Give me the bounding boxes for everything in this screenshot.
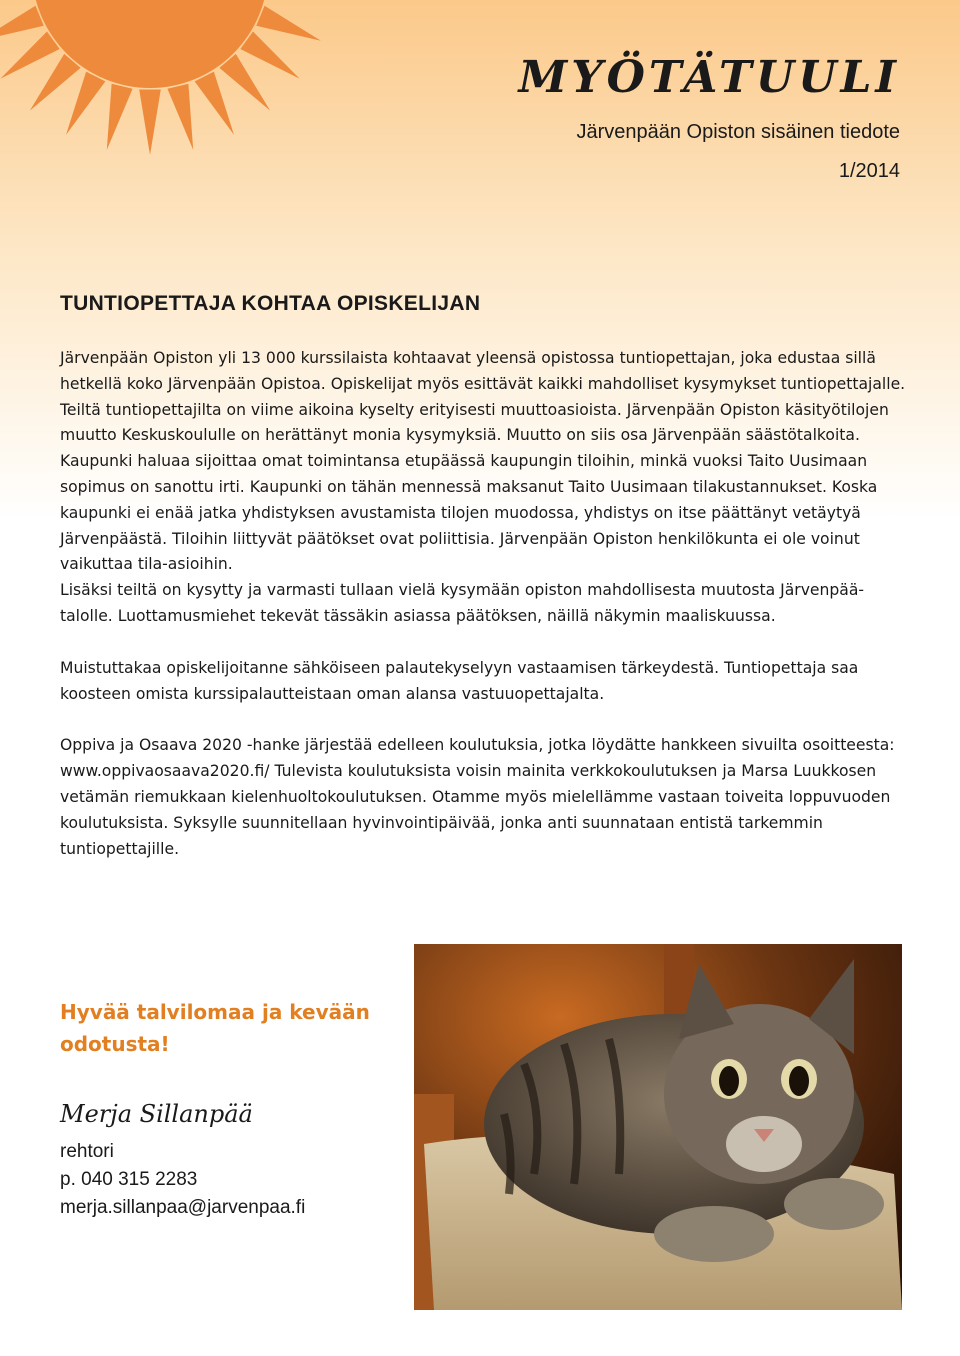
sun-ray xyxy=(0,32,59,79)
article xyxy=(60,292,910,862)
sun-ray xyxy=(66,72,105,135)
contact-block xyxy=(60,1138,305,1222)
sun-ray xyxy=(107,84,133,150)
article-paragraph-2: Lisäksi teiltä on kysytty ja varmasti tullaan vielä kysymään opiston mahdollisesta muutosta Järvenpää-talolle. Luottamusmiehet tekevät tässäkin asiassa päätöksen, näillä näkymin maaliskuussa. xyxy=(60,581,865,625)
article-paragraph-1: Järvenpään Opiston yli 13 000 kurssilaista kohtaavat yleensä opistossa tuntiopettajan, joka edustaa sillä hetkellä koko Järvenpään Opistoa. Opiskelijat myös esittävät kaikki mahdolliset kysymykset tuntiopettajalle. Teiltä tuntiopettajilta on viime aikoina kyselty erityisesti muuttoasioista. Järvenpään Opiston käsityötilojen muutto Keskuskoululle on herättänyt monia kysymyksiä. Muutto on siis osa Järvenpään säästötalkoita. Kaupunki haluaa sijoittaa omat toimintansa etupäässä kaupungin tiloihin, minkä vuoksi Taito Uusimaan sopimus on sanottu irti. Kaupunki on tähän mennessä maksanut Taito Uusimaan tilakustannukset. Koska kaupunki ei enää jatka yhdistyksen avustamista tilojen muodossa, yhdistys on itse päättänyt vetäytyä Järvenpäästä. Tiloihin liittyvät päätökset ovat poliittisia. Järvenpään Opiston henkilökunta ei ole voinut vaikuttaa tila-asioihin. xyxy=(60,349,906,574)
newsletter-title: MYÖTÄTUULI xyxy=(518,52,900,103)
signature: Merja Sillanpää xyxy=(60,1100,253,1128)
sun-graphic xyxy=(0,0,400,240)
sun-ray xyxy=(139,90,161,155)
sun-ray xyxy=(240,32,299,79)
sun-ray xyxy=(167,84,193,150)
sun-ray xyxy=(30,54,81,111)
article-headline: TUNTIOPETTAJA KOHTAA OPISKELIJAN xyxy=(60,292,481,315)
issue-number: 1/2014 xyxy=(838,160,900,182)
signer-role: rehtori xyxy=(60,1141,114,1162)
sun-ray xyxy=(0,6,44,41)
newsletter-subtitle: Järvenpään Opiston sisäinen tiedote xyxy=(576,121,900,143)
greeting: Hyvää talvilomaa ja kevään odotusta! xyxy=(60,1000,370,1056)
masthead xyxy=(518,52,900,183)
sun-ray xyxy=(219,54,270,111)
article-paragraph-4: Oppiva ja Osaava 2020 -hanke järjestää edelleen koulutuksia, jotka löydätte hankkeen sivuilta osoitteesta: www.oppivaosaava2020.fi/ Tulevista koulutuksista voisin mainita verkkokoulutuksen ja Marsa Luukkosen vetämän riemukkaan kielenhuoltokoulutuksen. Otamme myös mielellämme vastaan toiveita loppuvuoden koulutuksista. Syksylle suunnitellaan hyvinvointipäivää, jonka anti suunnataan entistä tarkemmin tuntiopettajille. xyxy=(60,736,895,858)
article-paragraph-3: Muistuttakaa opiskelijoitanne sähköiseen palautekyselyyn vastaamisen tärkeydestä. Tuntiopettaja saa koosteen omista kurssipalautteistaan oman alansa vastuuopettajalta. xyxy=(60,658,859,703)
sun-ray xyxy=(195,72,234,135)
cat-photo xyxy=(414,944,902,1310)
signer-email: merja.sillanpaa@jarvenpaa.fi xyxy=(60,1197,306,1218)
sun-ray xyxy=(256,6,321,41)
signer-phone: p. 040 315 2283 xyxy=(60,1169,198,1190)
